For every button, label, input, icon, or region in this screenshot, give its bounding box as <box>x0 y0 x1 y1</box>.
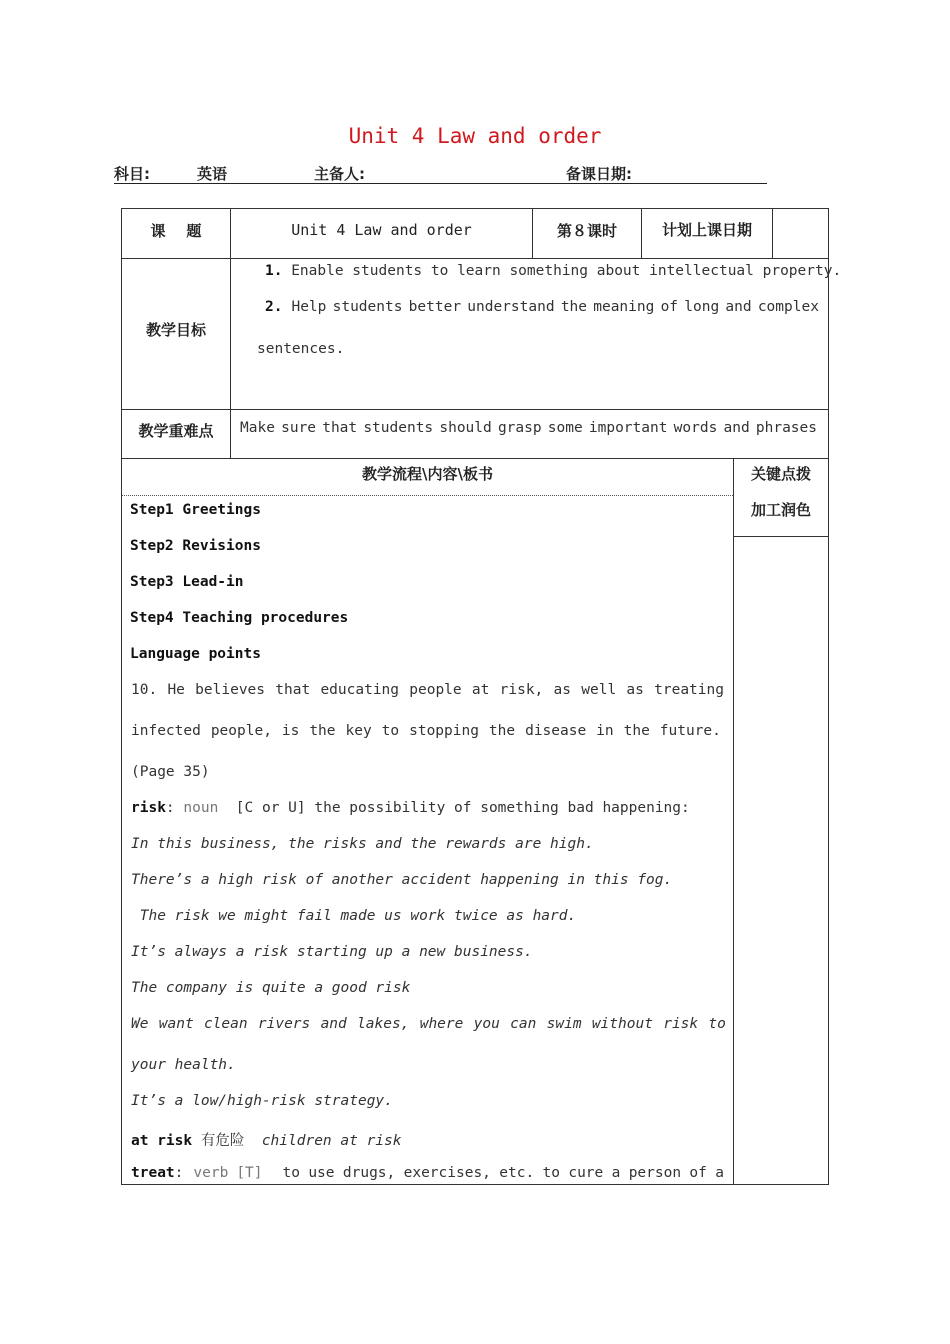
point-10-page: (Page 35) <box>131 764 210 780</box>
word: as <box>626 682 644 698</box>
preparer-label: 主备人: <box>314 165 365 183</box>
word: Make <box>240 420 275 436</box>
word: phrases <box>755 420 817 436</box>
word: is <box>281 723 300 739</box>
difficulties-label: 教学重难点 <box>138 422 214 440</box>
treat-pos: verb <box>193 1165 229 1181</box>
objective-1-text: Enable students to learn something about intellectual property. <box>291 263 842 279</box>
word: words <box>673 420 718 436</box>
subject-label: 科目: <box>114 165 150 183</box>
word: He <box>167 682 185 698</box>
example-4: It’s always a risk starting up a new business. <box>131 944 533 960</box>
subject-value: 英语 <box>197 165 228 183</box>
word: cure <box>568 1165 604 1181</box>
word: to <box>282 1165 300 1181</box>
step-4: Step4 Teaching procedures <box>130 610 349 626</box>
word: to <box>381 723 400 739</box>
word: important <box>588 420 668 436</box>
objectives-label: 教学目标 <box>145 321 206 339</box>
word: exercises, <box>403 1165 491 1181</box>
objective-1-number: 1. <box>265 263 283 279</box>
example-3: The risk we might fail made us work twice as hard. <box>131 908 577 924</box>
at-risk-meaning: 有危险 <box>200 1133 245 1149</box>
difficulties-text <box>240 420 817 436</box>
objective-2-continued: sentences. <box>257 341 345 357</box>
word: should <box>439 420 492 436</box>
language-points: Language points <box>130 646 261 662</box>
step-3: Step3 Lead-in <box>130 574 244 590</box>
word: risk <box>663 1016 699 1032</box>
step-2: Step2 Revisions <box>130 538 261 554</box>
word: understand <box>467 299 555 315</box>
word: treating <box>654 682 724 698</box>
word: better <box>408 299 462 315</box>
word: to <box>542 1165 560 1181</box>
example-6-continued: your health. <box>131 1057 236 1073</box>
word: We <box>131 1016 149 1032</box>
word: of <box>660 299 679 315</box>
word: to <box>708 1016 726 1032</box>
word: infected <box>131 723 201 739</box>
word: clean <box>203 1016 248 1032</box>
word: the <box>309 723 336 739</box>
lesson-number: 第８课时 <box>556 222 617 240</box>
word: use <box>308 1165 335 1181</box>
risk-definition <box>131 800 690 816</box>
risk-pos: noun <box>183 800 219 816</box>
word: 10. <box>131 682 158 698</box>
side-header-key-points: 关键点拨 <box>750 465 811 483</box>
word: people, <box>210 723 272 739</box>
word: as <box>553 682 571 698</box>
example-7: It’s a low/high-risk strategy. <box>131 1093 393 1109</box>
word: want <box>158 1016 194 1032</box>
point-10-line-1 <box>131 682 724 698</box>
date-label: 备课日期: <box>566 165 632 183</box>
word: lakes, <box>357 1016 410 1032</box>
word: believes <box>195 682 266 698</box>
word: can <box>510 1016 537 1032</box>
word: a <box>715 1165 724 1181</box>
word: swim <box>546 1016 582 1032</box>
side-header-polish: 加工润色 <box>750 501 811 519</box>
colon: : <box>174 1165 184 1181</box>
word: in <box>596 723 614 739</box>
word: educating <box>320 682 400 698</box>
word: and <box>723 420 750 436</box>
topic-value: Unit 4 Law and order <box>291 221 472 239</box>
at-risk-example: children at risk <box>261 1133 402 1149</box>
word: sure <box>281 420 317 436</box>
meta-line <box>114 163 767 184</box>
word: at <box>471 682 490 698</box>
word: some <box>547 420 583 436</box>
word: and <box>320 1016 347 1032</box>
planned-date-label: 计划上课日期 <box>661 221 752 239</box>
word: Help <box>291 299 327 315</box>
word: that <box>275 682 311 698</box>
risk-grammar: [C or U] <box>235 800 306 816</box>
word: person <box>628 1165 682 1181</box>
word: key <box>345 723 372 739</box>
topic-label: 课 题 <box>150 222 202 240</box>
example-1: In this business, the risks and the rewards are high. <box>131 836 594 852</box>
example-6 <box>131 1016 726 1032</box>
step-1: Step1 Greetings <box>130 502 261 518</box>
objective-2-number: 2. <box>265 299 283 315</box>
word: of <box>689 1165 707 1181</box>
word: long <box>684 299 720 315</box>
treat-definition <box>131 1165 724 1181</box>
objective-1 <box>265 263 841 279</box>
word: etc. <box>499 1165 535 1181</box>
word: stopping <box>409 723 479 739</box>
word: and <box>725 299 752 315</box>
word: rivers <box>257 1016 311 1032</box>
example-2: There’s a high risk of another accident happening in this fog. <box>131 872 673 888</box>
objective-2 <box>265 299 819 315</box>
point-10-line-2 <box>131 723 721 739</box>
word: a <box>611 1165 621 1181</box>
process-header: 教学流程\内容\板书 <box>362 465 493 483</box>
word: you <box>473 1016 500 1032</box>
treat-headword: treat <box>131 1165 175 1181</box>
word: grasp <box>497 420 542 436</box>
word: disease <box>525 723 587 739</box>
colon: : <box>165 800 175 816</box>
treat-grammar: [T] <box>236 1165 263 1181</box>
objective-2-text <box>291 299 819 315</box>
word: students <box>363 420 434 436</box>
word: people <box>409 682 462 698</box>
word: well <box>581 682 617 698</box>
word: the <box>560 299 588 315</box>
example-5: The company is quite a good risk <box>131 980 411 996</box>
risk-meaning: the possibility of something bad happening: <box>314 800 690 816</box>
word: where <box>419 1016 464 1032</box>
word: that <box>322 420 358 436</box>
at-risk-phrase: at risk <box>131 1133 193 1149</box>
treat-meaning <box>283 1165 724 1181</box>
word: meaning <box>593 299 655 315</box>
word: complex <box>757 299 819 315</box>
word: students <box>332 299 403 315</box>
word: the <box>488 723 516 739</box>
word: the <box>623 723 650 739</box>
word: without <box>591 1016 653 1032</box>
document-title: Unit 4 Law and order <box>348 124 602 148</box>
word: future. <box>659 723 721 739</box>
word: drugs, <box>342 1165 396 1181</box>
risk-headword: risk <box>131 800 166 816</box>
word: risk, <box>499 682 544 698</box>
at-risk-entry <box>131 1129 402 1150</box>
